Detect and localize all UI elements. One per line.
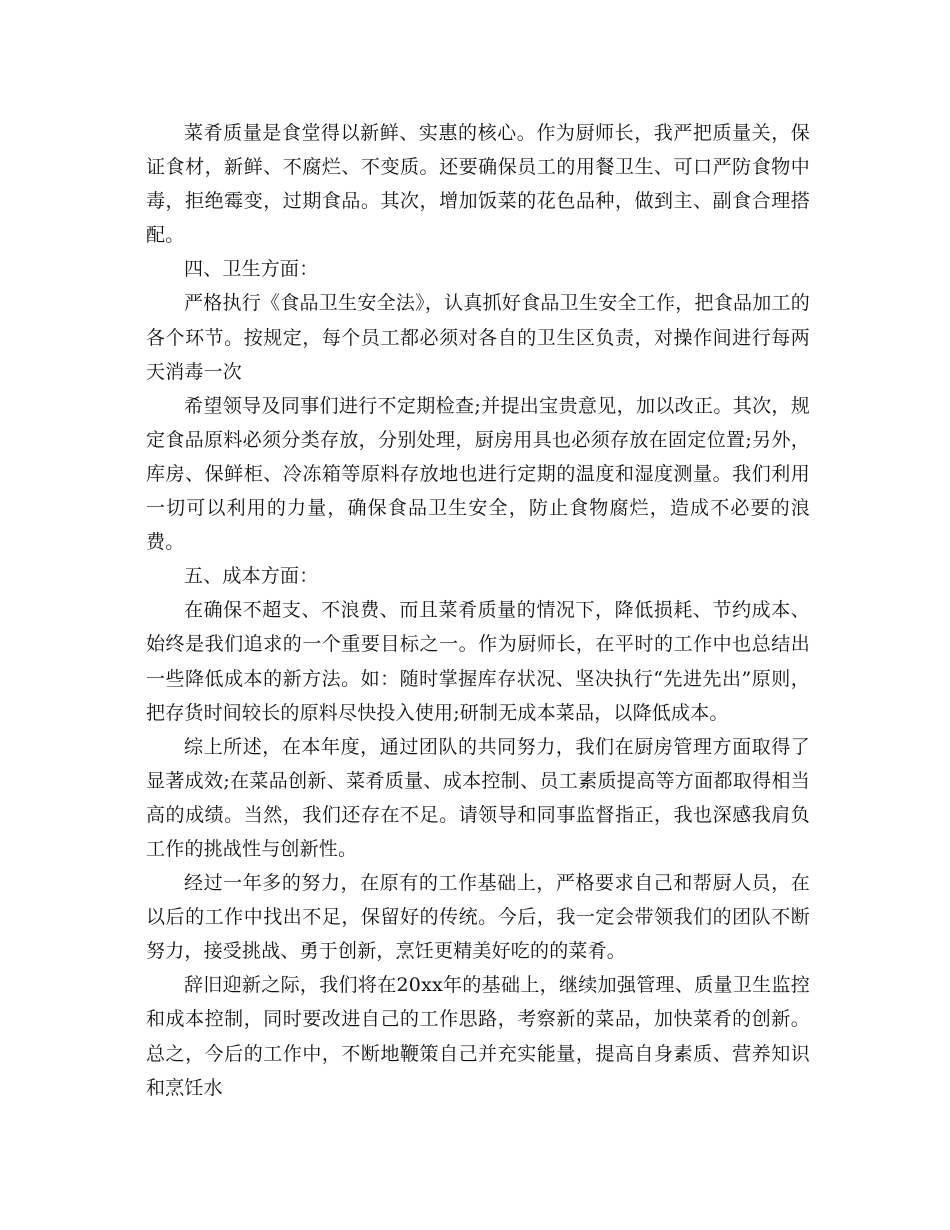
document-body (146, 116, 810, 1105)
paragraph-effort: 经过一年多的努力，在原有的工作基础上，严格要求自己和帮厨人员，在以后的工作中找出不足，保留好的传统。今后，我一定会带领我们的团队不断努力，接受挑战、勇于创新，烹饪更精美好吃的的菜肴。 (146, 872, 810, 963)
paragraph-food-quality: 菜肴质量是食堂得以新鲜、实惠的核心。作为厨师长，我严把质量关，保证食材，新鲜、不腐烂、不变质。还要确保员工的用餐卫生、可口严防食物中毒，拒绝霉变，过期食品。其次，增加饭菜的花色品种，做到主、副食合理搭配。 (146, 122, 810, 247)
section-heading-hygiene: 四、卫生方面： (184, 258, 319, 281)
paragraph-hygiene-law: 严格执行《食品卫生安全法》，认真抓好食品卫生安全工作，把食品加工的各个环节。按规定，每个员工都必须对各自的卫生区负责，对操作间进行每两天消毒一次 (146, 292, 810, 383)
paragraph-cost-control: 在确保不超支、不浪费、而且菜肴质量的情况下，降低损耗、节约成本、始终是我们追求的一个重要目标之一。作为厨师长，在平时的工作中也总结出一些降低成本的新方法。如：随时掌握库存状况、坚决执行“先进先出”原则，把存货时间较长的原料尽快投入使用;研制无成本菜品，以降低成本。 (146, 599, 810, 724)
section-heading-cost: 五、成本方面： (184, 565, 319, 588)
paragraph-summary: 综上所述，在本年度，通过团队的共同努力，我们在厨房管理方面取得了显著成效;在菜品创新、菜肴质量、成本控制、员工素质提高等方面都取得相当高的成绩。当然，我们还存在不足。请领导和同事监督指正，我也深感我肩负工作的挑战性与创新性。 (146, 735, 810, 860)
paragraph-outlook: 辞旧迎新之际，我们将在20xx年的基础上，继续加强管理、质量卫生监控和成本控制，同时要改进自己的工作思路，考察新的菜品，加快菜肴的创新。总之，今后的工作中，不断地鞭策自己并充实能量，提高自身素质、营养知识和烹饪水 (146, 974, 810, 1099)
paragraph-inspection-storage: 希望领导及同事们进行不定期检查;并提出宝贵意见，加以改正。其次，规定食品原料必须分类存放，分别处理，厨房用具也必须存放在固定位置;另外，库房、保鲜柜、冷冻箱等原料存放地也进行定期的温度和湿度测量。我们利用一切可以利用的力量，确保食品卫生安全，防止食物腐烂，造成不必要的浪费。 (146, 394, 810, 554)
